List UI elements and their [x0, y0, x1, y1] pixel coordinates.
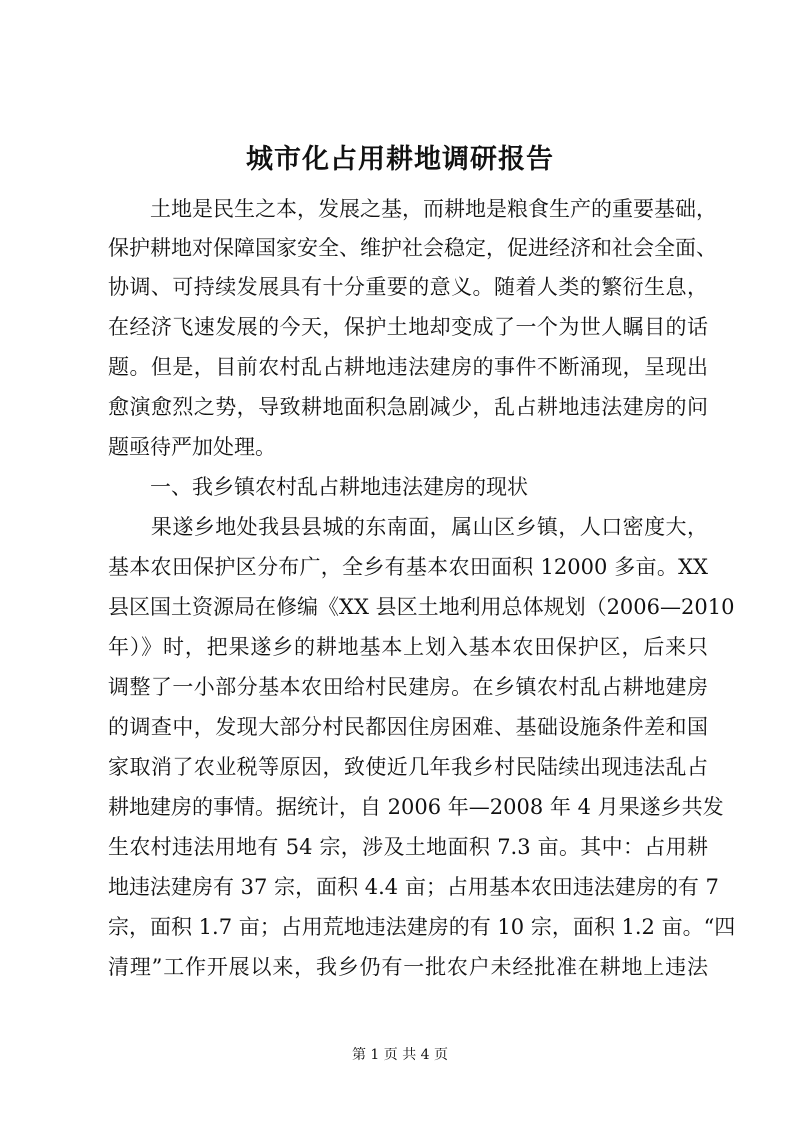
text-line: 基本农田保护区分布广，全乡有基本农田面积 12000 多亩。XX [108, 555, 708, 579]
document-title: 城市化占用耕地调研报告 [246, 144, 554, 175]
text-line: 果遂乡地处我县县城的东南面，属山区乡镇，人口密度大， [108, 515, 708, 539]
text-line: 调整了一小部分基本农田给村民建房。在乡镇农村乱占耕地建房 [108, 675, 708, 699]
text-line: 在经济飞速发展的今天，保护土地却变成了一个为世人瞩目的话 [108, 315, 708, 339]
text-line: 宗，面积 1.7 亩；占用荒地违法建房的有 10 宗，面积 1.2 亩。“四 [108, 915, 736, 939]
text-line: 土地是民生之本，发展之基，而耕地是粮食生产的重要基础， [108, 197, 717, 221]
text-line: 县区国土资源局在修编《XX 县区土地利用总体规划（2006—2010 [108, 595, 735, 619]
text-line: 生农村违法用地有 54 宗，涉及土地面积 7.3 亩。其中：占用耕 [108, 835, 708, 859]
text-line: 愈演愈烈之势，导致耕地面积急剧减少，乱占耕地违法建房的问 [108, 395, 708, 419]
text-line: 地违法建房有 37 宗，面积 4.4 亩；占用基本农田违法建房的有 7 [108, 875, 719, 899]
text-line: 题。但是，目前农村乱占耕地违法建房的事件不断涌现，呈现出 [108, 355, 708, 379]
text-line: 年）》时，把果遂乡的耕地基本上划入基本农田保护区，后来只 [108, 635, 708, 659]
text-line: 耕地建房的事情。据统计，自 2006 年—2008 年 4 月果遂乡共发 [108, 795, 724, 819]
text-line: 清理”工作开展以来，我乡仍有一批农户未经批准在耕地上违法 [108, 955, 708, 979]
text-line: 保护耕地对保障国家安全、维护社会稳定，促进经济和社会全面、 [108, 236, 717, 260]
page-footer: 第 1 页 共 4 页 [351, 1047, 449, 1063]
text-line: 协调、可持续发展具有十分重要的意义。随着人类的繁衍生息， [108, 275, 708, 299]
section-heading: 一、我乡镇农村乱占耕地违法建房的现状 [108, 475, 528, 499]
text-line: 家取消了农业税等原因，致使近几年我乡村民陆续出现违法乱占 [108, 755, 708, 779]
text-line: 的调查中，发现大部分村民都因住房困难、基础设施条件差和国 [108, 715, 708, 739]
text-line: 题亟待严加处理。 [108, 435, 276, 459]
